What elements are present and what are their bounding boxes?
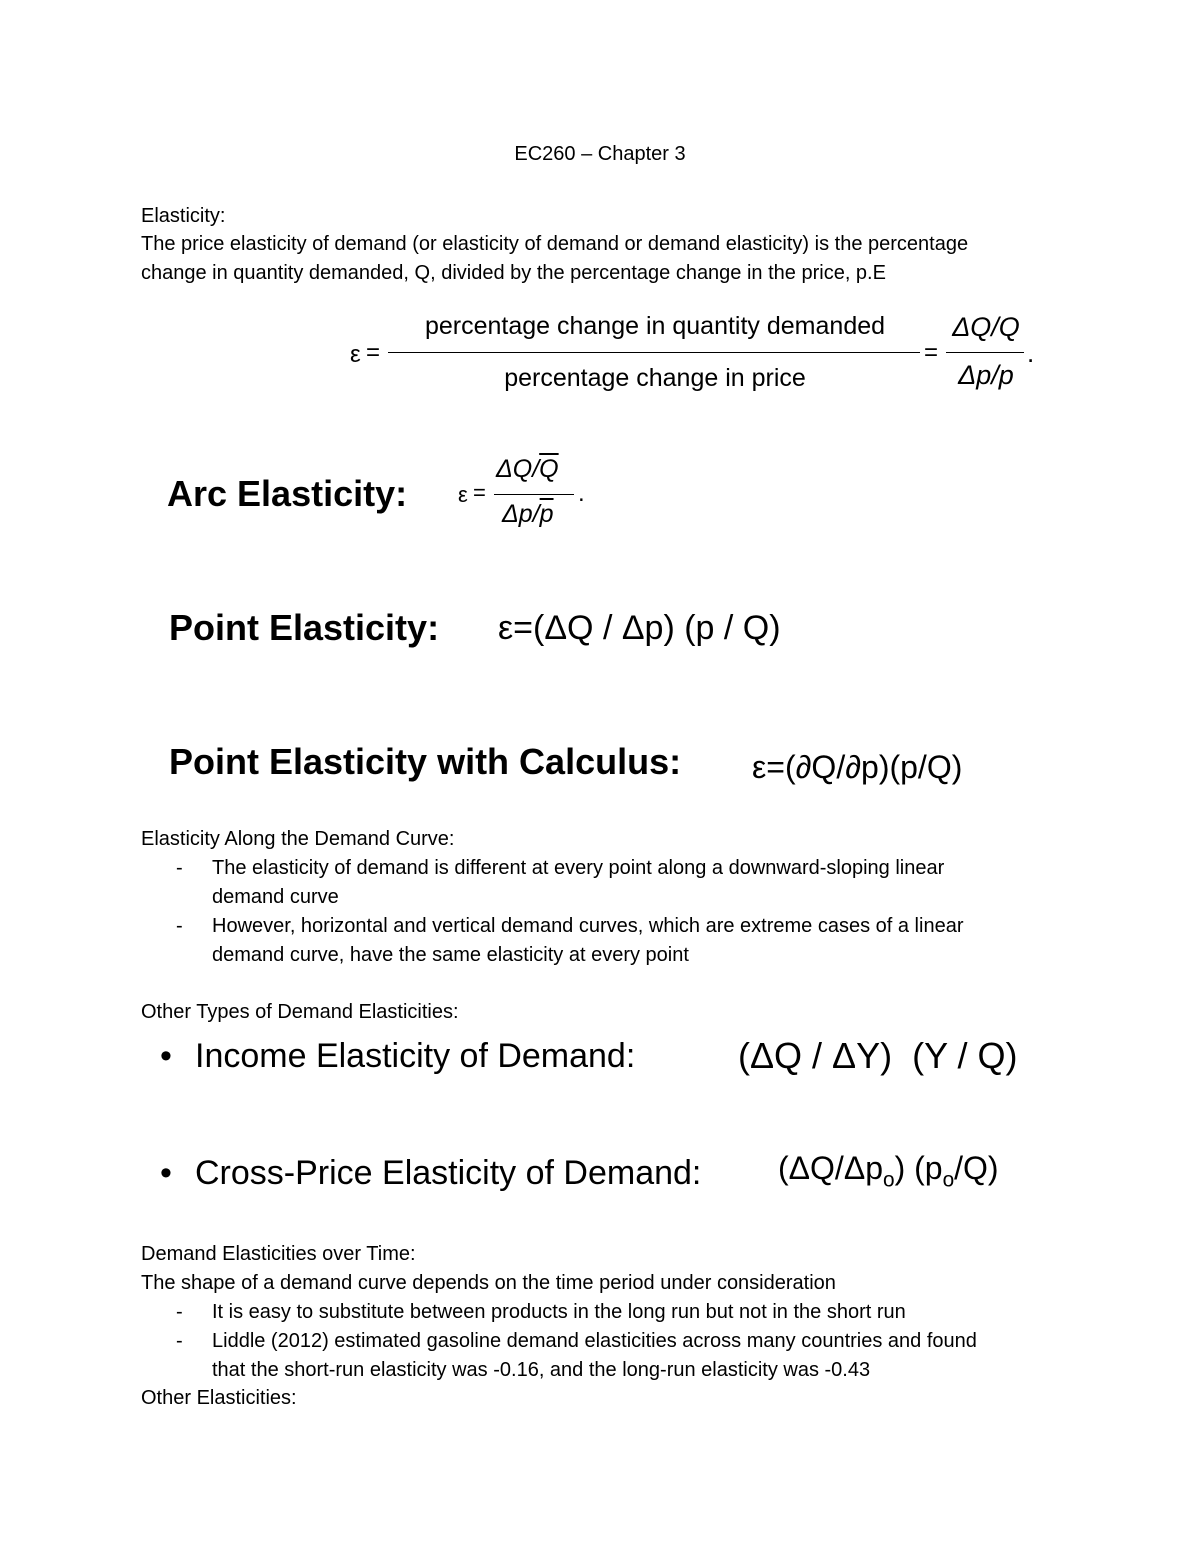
epsilon-symbol: ε (458, 482, 468, 507)
ratio-numerator: ΔQ/Q (952, 312, 1020, 342)
other-elasticities-heading: Other Elasticities: (141, 1387, 297, 1409)
income-elasticity-formula: (ΔQ / ΔY) (Y / Q) (738, 1035, 1018, 1076)
elasticity-definition-line2: change in quantity demanded, Q, divided by the percentage change in the price, p.E (141, 262, 886, 284)
point-elasticity-formula: ε=(ΔQ / Δp) (p / Q) (498, 609, 781, 647)
formula-denominator: percentage change in price (504, 364, 806, 392)
dash-marker: - (176, 857, 183, 879)
arc-period: . (578, 480, 585, 507)
epsilon-symbol: ε (350, 341, 361, 368)
formula-numerator: percentage change in quantity demanded (424, 312, 886, 340)
ratio-bar (946, 352, 1024, 353)
arc-elasticity-label: Arc Elasticity: (167, 473, 408, 514)
ratio-denominator: Δp/p (958, 360, 1014, 390)
income-elasticity-label: Income Elasticity of Demand: (195, 1037, 636, 1075)
other-types-heading: Other Types of Demand Elasticities: (141, 1001, 459, 1023)
list-item: - Liddle (2012) estimated gasoline demand elasticities across many countries and found that the short-run elasticity was -0.16, and the long-run elasticity was -0.43 (141, 1327, 1032, 1385)
over-time-intro: The shape of a demand curve depends on the time period under consideration (141, 1272, 836, 1294)
over-time-list (141, 1298, 1032, 1385)
bullet-dot: • (160, 1154, 172, 1192)
calculus-elasticity-label: Point Elasticity with Calculus: (169, 741, 682, 782)
dash-marker: - (176, 915, 183, 937)
along-curve-list (141, 854, 1032, 970)
cross-price-elasticity-label: Cross-Price Elasticity of Demand: (195, 1154, 702, 1192)
elasticity-heading: Elasticity: (141, 205, 226, 227)
fraction-bar (388, 352, 920, 353)
arc-denominator: $\Delta p/\overline{p}$ (502, 500, 554, 528)
over-time-heading: Demand Elasticities over Time: (141, 1243, 416, 1265)
cross-price-elasticity-formula: $(\Delta Q/\Delta p_o)$ $(p_o/Q)$ (778, 1150, 999, 1192)
equals-sign: = (366, 339, 381, 366)
elasticity-formula (350, 312, 1050, 402)
list-item: - However, horizontal and vertical demand curves, which are extreme cases of a linear demand curve, have the same elasticity at every point (141, 912, 1032, 970)
bullet-dot: • (160, 1037, 172, 1075)
dash-marker: - (176, 1301, 183, 1323)
along-curve-heading: Elasticity Along the Demand Curve: (141, 828, 455, 850)
point-elasticity-label: Point Elasticity: (169, 607, 440, 648)
equals-sign-2: = (924, 339, 939, 366)
page-title: EC260 – Chapter 3 (514, 143, 686, 165)
formula-period: . (1027, 338, 1035, 368)
list-item: - The elasticity of demand is different at every point along a downward-sloping linear demand curve (141, 854, 1032, 912)
equals-sign: = (473, 480, 486, 505)
elasticity-definition-line1: The price elasticity of demand (or elasticity of demand or demand elasticity) is the percentage (141, 233, 969, 255)
arc-numerator: $\Delta Q/\overline{Q}$ (496, 455, 559, 483)
list-item: - It is easy to substitute between products in the long run but not in the short run (141, 1298, 1032, 1327)
arc-elasticity-formula (458, 455, 598, 535)
calculus-elasticity-formula: ε=(∂Q/∂p)(p/Q) (752, 749, 963, 785)
dash-marker: - (176, 1330, 183, 1352)
arc-fraction-bar (494, 494, 574, 495)
